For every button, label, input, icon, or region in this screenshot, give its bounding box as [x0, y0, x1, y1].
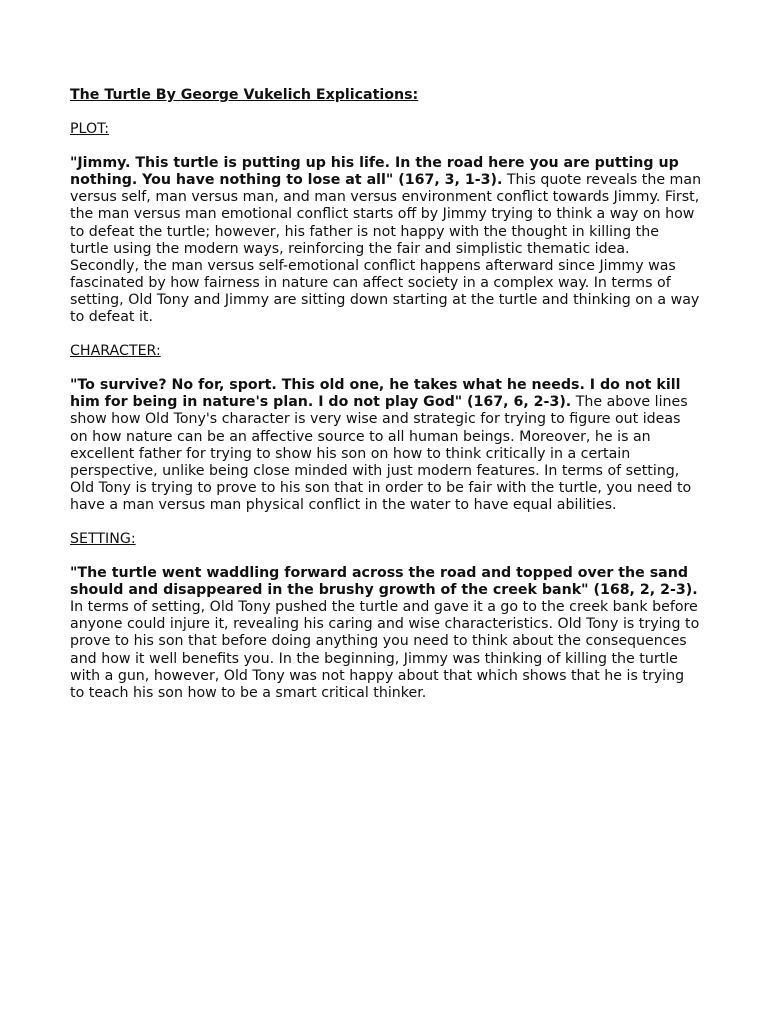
section-quote-setting: "The turtle went waddling forward across the road and topped over the sand should and disappeared in the brushy growth of the creek bank" (168, 2, 2-3). [70, 565, 698, 599]
section-paragraph-plot [70, 155, 702, 326]
section-label-plot: PLOT: [70, 121, 110, 138]
section-paragraph-character [70, 377, 702, 514]
section-quote-character: "To survive? No for, sport. This old one, he takes what he needs. I do not kill him for being in nature's plan. I do not play God" (167, 6, 2-3). [70, 377, 681, 411]
section-label-setting: SETTING: [70, 530, 136, 547]
section-body-plot: This quote reveals the man versus self, man versus man, and man versus environment conflict towards Jimmy. First, the man versus man emotional conflict starts off by Jimmy trying to think a way on how to defeat the turtle; however, his father is not happy with the thought in killing the turtle using the modern ways, reinforcing the fair and simplistic thematic idea. Secondly, the man versus self-emotional conflict happens afterward since Jimmy was fascinated by how fairness in nature can affect society in a complex way. In terms of setting, Old Tony and Jimmy are sitting down starting at the turtle and thinking on a way to defeat it. [70, 172, 702, 326]
document-title: The Turtle By George Vukelich Explications: [70, 87, 419, 103]
section-label-character: CHARACTER: [70, 343, 161, 360]
section-body-setting: In terms of setting, Old Tony pushed the turtle and gave it a go to the creek bank before anyone could injure it, revealing his caring and wise characteristics. Old Tony is trying to prove to his son that before doing anything you need to think about the consequences and how it well benefits you. In the beginning, Jimmy was thinking of killing the turtle with a gun, however, Old Tony was not happy about that which shows that he is trying to teach his son how to be a smart critical thinker. [70, 599, 700, 701]
section-paragraph-setting [70, 565, 702, 702]
document-page [70, 87, 702, 719]
section-body-character: The above lines show how Old Tony's character is very wise and strategic for trying to figure out ideas on how nature can be an affective source to all human beings. Moreover, he is an excellent father for trying to show his son on how to think critically in a certain perspective, unlike being close minded with just modern features. In terms of setting, Old Tony is trying to prove to his son that in order to be fair with the turtle, you need to have a man versus man physical conflict in the water to have equal abilities. [70, 394, 692, 513]
section-quote-plot: "Jimmy. This turtle is putting up his life. In the road here you are putting up nothing. You have nothing to lose at all" (167, 3, 1-3). [70, 155, 679, 189]
